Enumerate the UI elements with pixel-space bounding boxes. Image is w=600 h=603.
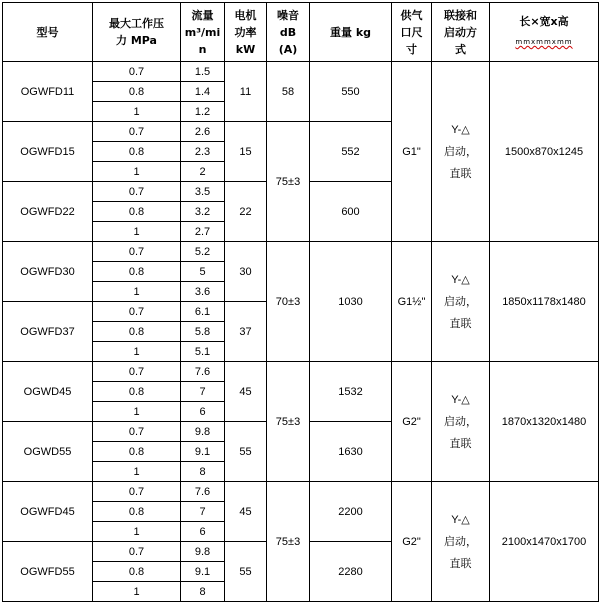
flow-cell: 3.6 (181, 282, 225, 302)
pressure-cell: 1 (93, 282, 181, 302)
power-cell: 30 (225, 242, 267, 302)
flow-cell: 6 (181, 522, 225, 542)
pressure-cell: 0.7 (93, 422, 181, 442)
start-cell (432, 482, 490, 602)
power-cell: 45 (225, 362, 267, 422)
power-cell: 22 (225, 182, 267, 242)
header-connection: 联接和 启动方 式 (432, 3, 490, 62)
pressure-cell: 0.7 (93, 242, 181, 262)
start-line: 直联 (449, 317, 472, 330)
flow-cell: 7.6 (181, 482, 225, 502)
noise-cell: 75±3 (267, 122, 310, 242)
noise-cell: 70±3 (267, 242, 310, 362)
start-cell (432, 362, 490, 482)
table-row (3, 482, 599, 502)
flow-cell: 8 (181, 582, 225, 602)
pressure-cell: 0.7 (93, 542, 181, 562)
start-line: Y-△ (451, 273, 470, 286)
weight-cell: 2280 (310, 542, 392, 602)
start-line: 启动， (444, 295, 477, 308)
start-cell (432, 62, 490, 242)
pressure-cell: 1 (93, 222, 181, 242)
start-line: Y-△ (451, 393, 470, 406)
power-cell: 45 (225, 482, 267, 542)
flow-cell: 9.8 (181, 422, 225, 442)
flow-cell: 1.5 (181, 62, 225, 82)
start-line: 直联 (449, 167, 472, 180)
pressure-cell: 0.8 (93, 442, 181, 462)
weight-cell: 550 (310, 62, 392, 122)
weight-cell: 1030 (310, 242, 392, 362)
header-outlet: 供气 口尺 寸 (392, 3, 432, 62)
pressure-cell: 0.7 (93, 362, 181, 382)
flow-cell: 7.6 (181, 362, 225, 382)
flow-cell: 9.1 (181, 562, 225, 582)
table-row (3, 62, 599, 82)
flow-cell: 6.1 (181, 302, 225, 322)
flow-cell: 7 (181, 502, 225, 522)
header-weight: 重量 kg (310, 3, 392, 62)
header-power: 电机 功率 kW (225, 3, 267, 62)
noise-cell: 75±3 (267, 362, 310, 482)
start-line: 启动， (444, 535, 477, 548)
flow-cell: 9.8 (181, 542, 225, 562)
flow-cell: 3.5 (181, 182, 225, 202)
pressure-cell: 0.8 (93, 502, 181, 522)
table-row (3, 362, 599, 382)
noise-cell: 58 (267, 62, 310, 122)
flow-cell: 5 (181, 262, 225, 282)
pressure-cell: 0.8 (93, 382, 181, 402)
model-cell: OGWFD11 (3, 62, 93, 122)
power-cell: 55 (225, 542, 267, 602)
flow-cell: 2.7 (181, 222, 225, 242)
model-cell: OGWFD55 (3, 542, 93, 602)
header-dimensions: 长×宽x高 mmxmmxmm (490, 3, 599, 62)
flow-cell: 7 (181, 382, 225, 402)
weight-cell: 552 (310, 122, 392, 182)
model-cell: OGWD55 (3, 422, 93, 482)
start-line: Y-△ (451, 123, 470, 136)
power-cell: 37 (225, 302, 267, 362)
flow-cell: 5.8 (181, 322, 225, 342)
start-line: 直联 (449, 557, 472, 570)
flow-cell: 3.2 (181, 202, 225, 222)
flow-cell: 8 (181, 462, 225, 482)
pressure-cell: 0.8 (93, 322, 181, 342)
pressure-cell: 0.8 (93, 142, 181, 162)
power-cell: 55 (225, 422, 267, 482)
dimensions-cell: 1850x1178x1480 (490, 242, 599, 362)
start-line: 启动， (444, 415, 477, 428)
weight-cell: 2200 (310, 482, 392, 542)
pressure-cell: 1 (93, 342, 181, 362)
flow-cell: 9.1 (181, 442, 225, 462)
flow-cell: 2 (181, 162, 225, 182)
pressure-cell: 0.8 (93, 262, 181, 282)
start-line: Y-△ (451, 513, 470, 526)
noise-cell: 75±3 (267, 482, 310, 602)
pressure-cell: 0.8 (93, 202, 181, 222)
pressure-cell: 0.8 (93, 562, 181, 582)
header-flow: 流量 m³/mi n (181, 3, 225, 62)
dimensions-cell: 2100x1470x1700 (490, 482, 599, 602)
flow-cell: 2.3 (181, 142, 225, 162)
model-cell: OGWD45 (3, 362, 93, 422)
outlet-cell: G1½" (392, 242, 432, 362)
pressure-cell: 1 (93, 462, 181, 482)
model-cell: OGWFD30 (3, 242, 93, 302)
header-model: 型号 (3, 3, 93, 62)
model-cell: OGWFD22 (3, 182, 93, 242)
header-pressure: 最大工作压 力 MPa (93, 3, 181, 62)
pressure-cell: 0.7 (93, 122, 181, 142)
weight-cell: 1532 (310, 362, 392, 422)
pressure-cell: 1 (93, 162, 181, 182)
pressure-cell: 0.7 (93, 62, 181, 82)
power-cell: 11 (225, 62, 267, 122)
pressure-cell: 0.7 (93, 182, 181, 202)
outlet-cell: G2" (392, 362, 432, 482)
model-cell: OGWFD37 (3, 302, 93, 362)
pressure-cell: 0.8 (93, 82, 181, 102)
flow-cell: 5.2 (181, 242, 225, 262)
flow-cell: 1.2 (181, 102, 225, 122)
outlet-cell: G1" (392, 62, 432, 242)
model-cell: OGWFD45 (3, 482, 93, 542)
header-noise: 噪音 dB (A) (267, 3, 310, 62)
power-cell: 15 (225, 122, 267, 182)
weight-cell: 1630 (310, 422, 392, 482)
dimensions-cell: 1870x1320x1480 (490, 362, 599, 482)
pressure-cell: 0.7 (93, 482, 181, 502)
flow-cell: 6 (181, 402, 225, 422)
spec-table (2, 2, 599, 602)
flow-cell: 2.6 (181, 122, 225, 142)
header-row (3, 3, 599, 62)
pressure-cell: 1 (93, 522, 181, 542)
pressure-cell: 1 (93, 582, 181, 602)
flow-cell: 1.4 (181, 82, 225, 102)
start-line: 启动， (444, 145, 477, 158)
pressure-cell: 0.7 (93, 302, 181, 322)
weight-cell: 600 (310, 182, 392, 242)
start-cell (432, 242, 490, 362)
flow-cell: 5.1 (181, 342, 225, 362)
start-line: 直联 (449, 437, 472, 450)
model-cell: OGWFD15 (3, 122, 93, 182)
outlet-cell: G2" (392, 482, 432, 602)
pressure-cell: 1 (93, 402, 181, 422)
pressure-cell: 1 (93, 102, 181, 122)
table-row (3, 242, 599, 262)
dimensions-cell: 1500x870x1245 (490, 62, 599, 242)
